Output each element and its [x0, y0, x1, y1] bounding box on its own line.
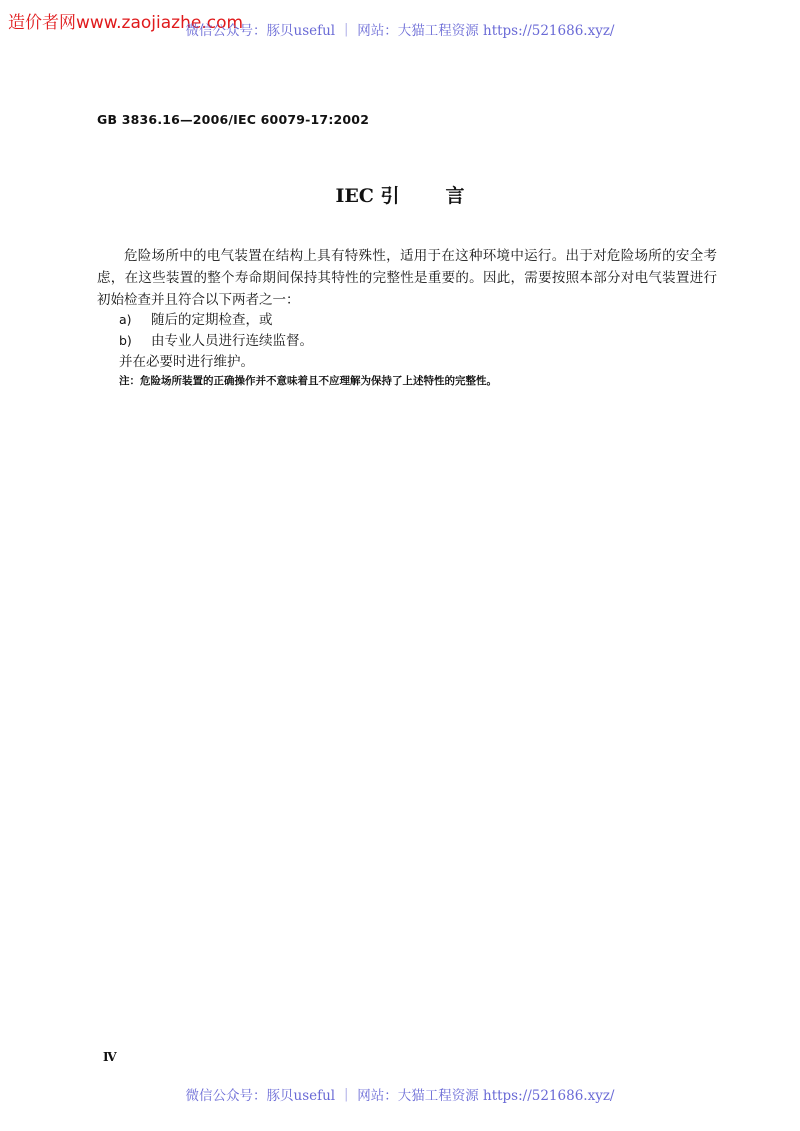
watermark-top-line: 微信公众号：豚贝useful ｜ 网站：大猫工程资源 https://521686.xyz/: [185, 23, 615, 39]
page-title: [0, 181, 800, 208]
watermark-bottom-line: 微信公众号：豚贝useful ｜ 网站：大猫工程资源 https://521686.xyz/: [185, 1088, 615, 1104]
list-item: [119, 310, 273, 330]
list-item-text: 随后的定期检查，或: [151, 312, 273, 328]
list-item-text: 由专业人员进行连续监督。: [151, 333, 313, 349]
standard-code: GB 3836.16—2006/IEC 60079-17:2002: [97, 112, 370, 127]
title-part-1: IEC 引: [335, 185, 400, 207]
title-part-2: 言: [445, 185, 465, 207]
note-text: 注：危险场所装置的正确操作并不意味着且不应理解为保持了上述特性的完整性。: [119, 375, 497, 387]
list-marker: a): [119, 312, 132, 327]
page-number: Ⅳ: [103, 1050, 117, 1064]
watermark-site-text: 造价者网www.zaojiazhe.com: [8, 13, 244, 33]
list-item: [119, 331, 313, 351]
list-marker: b): [119, 333, 132, 348]
intro-paragraph: 危险场所中的电气装置在结构上具有特殊性，适用于在这种环境中运行。出于对危险场所的安全考虑，在这些装置的整个寿命期间保持其特性的完整性是重要的。因此，需要按照本部分对电气装置进行初始检查并且符合以下两者之一：: [97, 248, 717, 308]
maintenance-line: 并在必要时进行维护。: [119, 354, 254, 370]
